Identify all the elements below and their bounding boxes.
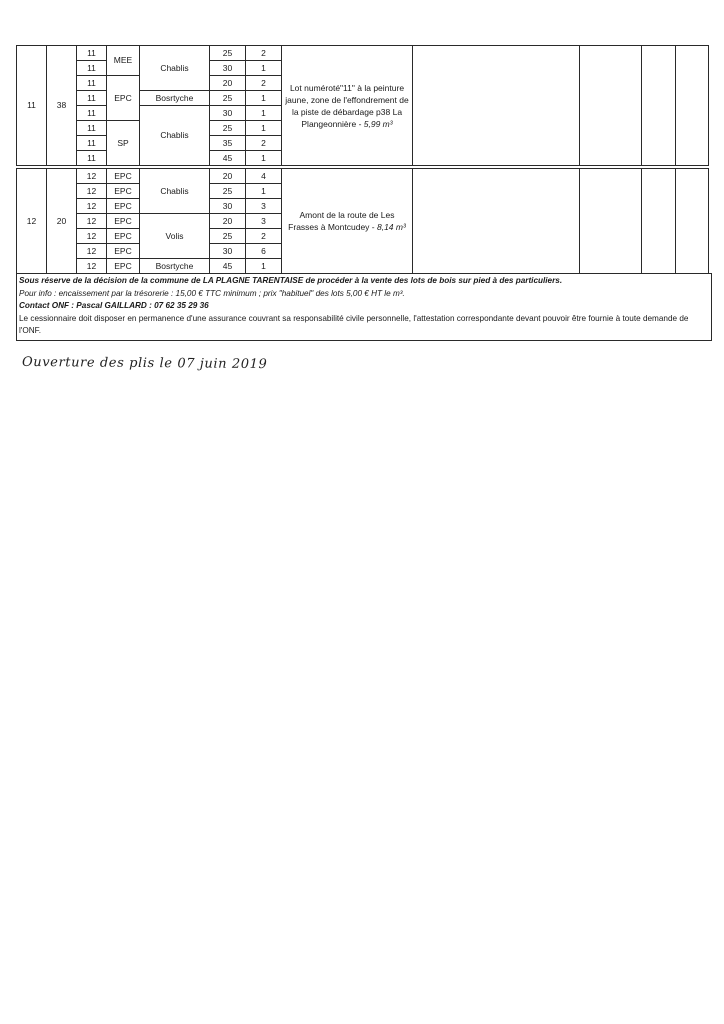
row-id: 12 [77,244,107,259]
row-count: 1 [246,106,282,121]
row-species: Chablis [140,106,210,166]
row-species: Volis [140,214,210,259]
row-type: EPC [107,259,140,274]
row-type: EPC [107,169,140,184]
lot-number: 11 [17,46,47,166]
row-id: 12 [77,199,107,214]
row-diameter: 30 [210,106,246,121]
row-id: 11 [77,151,107,166]
row-type: EPC [107,214,140,229]
row-count: 6 [246,244,282,259]
handwritten-note: Ouverture des plis le 07 juin 2019 [21,354,268,373]
lot-value: 38 [47,46,77,166]
row-count: 1 [246,151,282,166]
row-species: Chablis [140,169,210,214]
reserve-note: Sous réserve de la décision de la commune de LA PLAGNE TARENTAISE de procéder à la vente des lots de bois sur pied à des particuliers. [19,276,563,285]
empty-cell [580,169,642,274]
row-diameter: 25 [210,229,246,244]
row-diameter: 45 [210,259,246,274]
lot-number: 12 [17,169,47,274]
table-row [17,169,709,184]
row-diameter: 25 [210,91,246,106]
row-diameter: 30 [210,61,246,76]
row-id: 12 [77,184,107,199]
row-id: 11 [77,46,107,61]
row-count: 1 [246,259,282,274]
row-diameter: 20 [210,169,246,184]
row-count: 1 [246,184,282,199]
table-row [17,46,709,61]
row-id: 11 [77,91,107,106]
row-count: 1 [246,61,282,76]
row-id: 12 [77,229,107,244]
row-species: Bosrtyche [140,91,210,106]
row-type: EPC [107,184,140,199]
lot-volume: 5,99 m³ [363,118,393,129]
row-id: 11 [77,136,107,151]
row-id: 11 [77,121,107,136]
empty-cell [642,169,676,274]
row-count: 2 [246,229,282,244]
row-diameter: 20 [210,76,246,91]
empty-cell [413,169,580,274]
row-count: 2 [246,76,282,91]
empty-cell [642,46,676,166]
price-info-note: Pour info : encaissement par la trésorerie : 15,00 € TTC minimum ; prix "habituel" des lots 5,00 € HT le m³. [19,288,405,298]
row-diameter: 30 [210,244,246,259]
insurance-note: Le cessionnaire doit disposer en permanence d'une assurance couvrant sa responsabilité civile personnelle, l'attestation correspondante devant pouvoir être fournie à toute demande de l'ONF. [19,313,689,335]
row-count: 3 [246,199,282,214]
empty-cell [676,46,709,166]
row-count: 1 [246,121,282,136]
row-count: 1 [246,91,282,106]
row-type: EPC [107,76,140,121]
row-diameter: 35 [210,136,246,151]
lot-description: Amont de la route de Les Frasses à Montcudey - 8,14 m³ [282,169,413,274]
empty-cell [580,46,642,166]
row-diameter: 25 [210,121,246,136]
row-diameter: 45 [210,151,246,166]
lot-volume: 8,14 m³ [376,222,406,232]
row-type: MEE [107,46,140,76]
row-id: 11 [77,76,107,91]
lot-value: 20 [47,169,77,274]
row-species: Chablis [140,46,210,91]
lots-table [16,45,709,274]
notes-box [16,273,712,341]
empty-cell [413,46,580,166]
row-count: 4 [246,169,282,184]
row-diameter: 30 [210,199,246,214]
row-id: 12 [77,259,107,274]
empty-cell [676,169,709,274]
row-id: 11 [77,61,107,76]
row-species: Bosrtyche [140,259,210,274]
row-count: 3 [246,214,282,229]
row-diameter: 25 [210,184,246,199]
row-id: 12 [77,169,107,184]
row-id: 11 [77,106,107,121]
lot-description: Lot numéroté"11" à la peinture jaune, zone de l'effondrement de la piste de débardage p38 La Plangeonnière - 5,99 m³ [282,46,413,166]
row-type: EPC [107,229,140,244]
onf-contact: Contact ONF : Pascal GAILLARD : 07 62 35 29 36 [19,301,209,310]
row-id: 12 [77,214,107,229]
row-count: 2 [246,136,282,151]
row-count: 2 [246,46,282,61]
row-type: EPC [107,199,140,214]
row-type: SP [107,121,140,166]
row-diameter: 25 [210,46,246,61]
row-type: EPC [107,244,140,259]
row-diameter: 20 [210,214,246,229]
